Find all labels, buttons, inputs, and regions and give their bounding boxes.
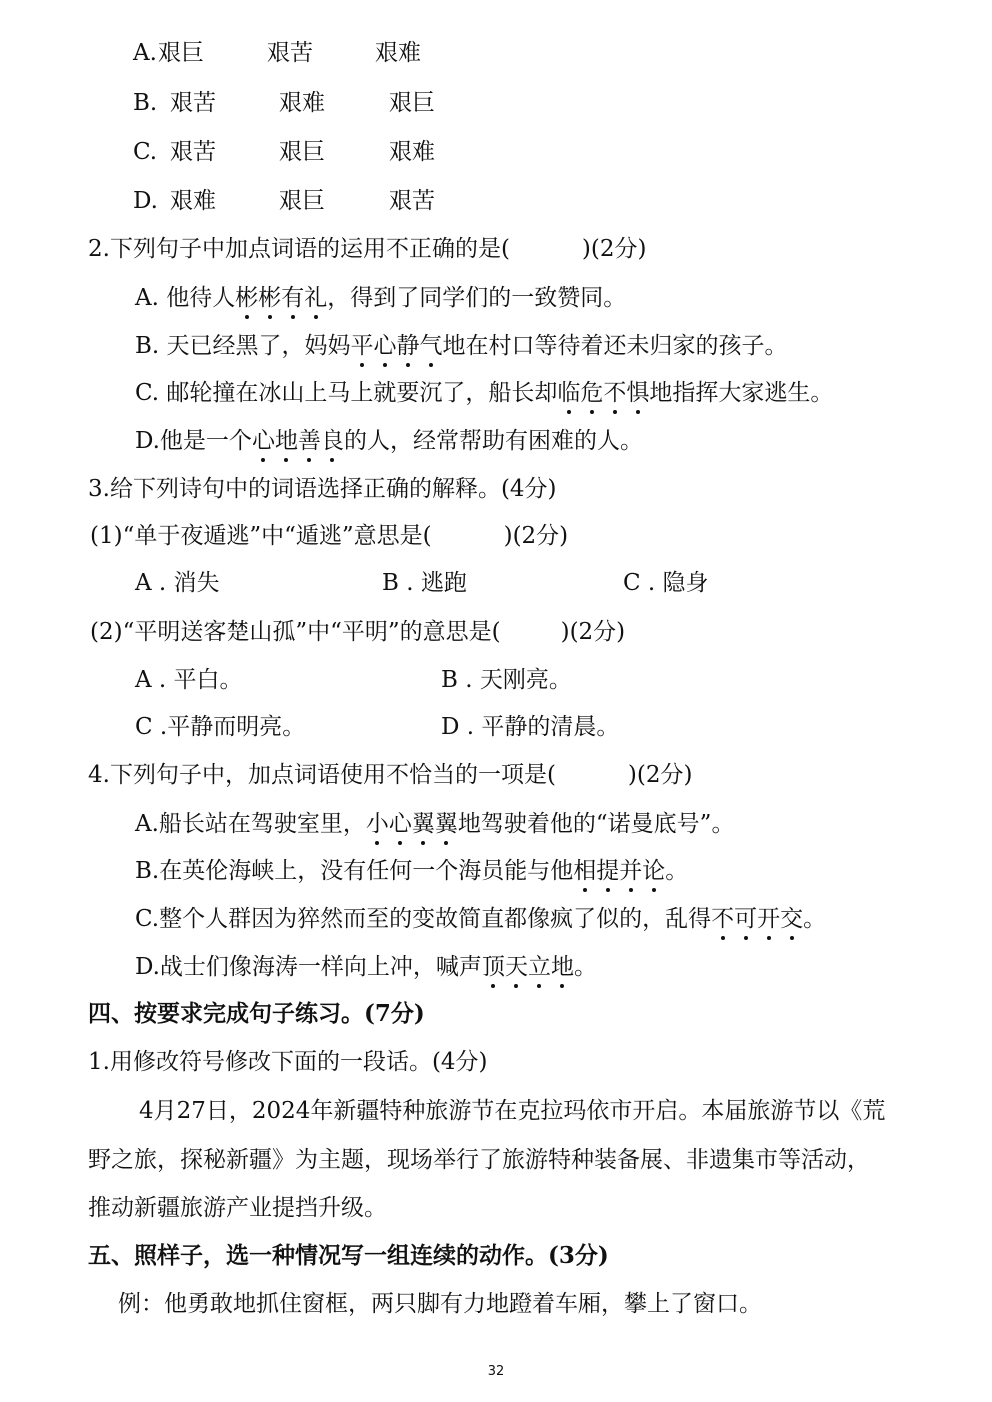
q2-option-b xyxy=(135,331,788,361)
emphasis-char: 静 xyxy=(396,333,420,359)
q3-sub1-option-a: A . 消失 xyxy=(135,570,220,596)
q3-sub1-text: (1)“单于夜遁逃”中“遁逃”意思是( xyxy=(90,523,432,549)
q3-sub2-option-c: C .平静而明亮。 xyxy=(135,714,306,740)
section-5-title: 五、照样子，选一种情况写一组连续的动作。(3分) xyxy=(88,1242,609,1269)
emphasis-char: 并 xyxy=(619,858,643,884)
dotted-word xyxy=(366,811,458,837)
q4-option-b xyxy=(135,856,688,886)
q2-title xyxy=(88,234,646,264)
option-word: 艰难 xyxy=(375,40,421,66)
emphasis-char: 彬 xyxy=(235,285,259,311)
option-word: 艰巨 xyxy=(389,90,435,116)
paragraph-line-3: 推动新疆旅游产业提挡升级。 xyxy=(88,1195,387,1221)
emphasis-char: 有 xyxy=(281,285,305,311)
emphasis-char: 平 xyxy=(350,333,374,359)
q2-score: )(2分) xyxy=(581,236,647,262)
emphasis-char: 彬 xyxy=(258,285,282,311)
option-word: 艰苦 xyxy=(170,139,216,165)
emphasis-char: 提 xyxy=(596,858,620,884)
option-text: B. 天已经黑了，妈妈 xyxy=(135,333,351,359)
option-text: 。 xyxy=(665,858,689,884)
emphasis-char: 顶 xyxy=(481,954,505,980)
option-label: D. xyxy=(133,188,158,214)
option-text: D.他是一个 xyxy=(135,428,252,454)
option-text: B.在英伦海峡上，没有任何一个海员能与他 xyxy=(135,858,574,884)
option-word: 艰苦 xyxy=(170,90,216,116)
option-text: 。 xyxy=(803,906,827,932)
q2-option-a xyxy=(135,283,626,313)
option-text: D.战士们像海涛一样向上冲，喊声 xyxy=(135,954,482,980)
option-text: C. 邮轮撞在冰山上马上就要沉了，船长却 xyxy=(135,380,558,406)
q3-sub2-option-d: D . 平静的清晨。 xyxy=(441,714,620,740)
emphasis-char: 翼 xyxy=(434,811,458,837)
paragraph-line-1: 4月27日，2024年新疆特种旅游节在克拉玛依市开启。本届旅游节以《荒 xyxy=(139,1098,886,1124)
q2-title-text: 2.下列句子中加点词语的运用不正确的是( xyxy=(88,236,510,262)
q4-option-a xyxy=(135,809,734,839)
option-text: 。 xyxy=(573,954,597,980)
emphasis-char: 不 xyxy=(711,906,735,932)
emphasis-char: 危 xyxy=(580,380,604,406)
option-text: A. 他待人 xyxy=(135,285,236,311)
q3-sub2-option-a: A . 平白。 xyxy=(135,667,243,693)
option-word: 艰难 xyxy=(389,139,435,165)
dotted-word xyxy=(252,428,344,454)
section-4-q1-title: 1.用修改符号修改下面的一段话。(4分) xyxy=(88,1049,488,1075)
q4-title xyxy=(88,760,692,790)
emphasis-char: 开 xyxy=(757,906,781,932)
q3-title: 3.给下列诗句中的词语选择正确的解释。(4分) xyxy=(88,476,557,502)
dotted-word xyxy=(711,906,803,932)
option-text: 地指挥大家逃生。 xyxy=(649,380,834,406)
q3-sub1-title xyxy=(90,521,568,551)
option-text: C.整个人群因为猝然而至的变故简直都像疯了似的，乱得 xyxy=(135,906,712,932)
emphasis-char: 惧 xyxy=(626,380,650,406)
option-text: A.船长站在驾驶室里， xyxy=(135,811,366,837)
dotted-word xyxy=(482,954,574,980)
emphasis-char: 相 xyxy=(573,858,597,884)
emphasis-char: 地 xyxy=(274,428,298,454)
option-text: ，得到了同学们的一致赞同。 xyxy=(327,285,627,311)
option-word: 艰巨 xyxy=(279,139,325,165)
option-word: 艰巨 xyxy=(279,188,325,214)
example-sentence: 例：他勇敢地抓住窗框，两只脚有力地蹬着车厢，攀上了窗口。 xyxy=(118,1291,762,1317)
emphasis-char: 论 xyxy=(642,858,666,884)
q3-sub2-option-b: B . 天刚亮。 xyxy=(441,667,572,693)
paragraph-line-2: 野之旅，探秘新疆》为主题，现场举行了旅游特种装备展、非遗集市等活动， xyxy=(88,1147,870,1173)
emphasis-char: 地 xyxy=(550,954,574,980)
option-label: C. xyxy=(133,139,158,165)
emphasis-char: 心 xyxy=(388,811,412,837)
q4-score: )(2分) xyxy=(627,762,693,788)
q4-option-d xyxy=(135,952,597,982)
option-text: 地在村口等待着还未归家的孩子。 xyxy=(442,333,788,359)
dotted-word xyxy=(235,285,327,311)
dotted-word xyxy=(351,333,443,359)
q3-sub2-text: (2)“平明送客楚山孤”中“平明”的意思是( xyxy=(90,619,501,645)
emphasis-char: 善 xyxy=(297,428,321,454)
option-word: 艰难 xyxy=(279,90,325,116)
emphasis-char: 可 xyxy=(734,906,758,932)
option-word: 艰苦 xyxy=(267,40,313,66)
emphasis-char: 礼 xyxy=(304,285,328,311)
emphasis-char: 交 xyxy=(780,906,804,932)
emphasis-char: 翼 xyxy=(411,811,435,837)
option-word: 艰难 xyxy=(170,188,216,214)
q4-option-c xyxy=(135,904,826,934)
emphasis-char: 心 xyxy=(251,428,275,454)
page-number: 32 xyxy=(487,1364,505,1379)
emphasis-char: 临 xyxy=(557,380,581,406)
q3-sub2-score: )(2分) xyxy=(560,619,626,645)
emphasis-char: 立 xyxy=(527,954,551,980)
emphasis-char: 小 xyxy=(365,811,389,837)
emphasis-char: 不 xyxy=(603,380,627,406)
q4-title-text: 4.下列句子中，加点词语使用不恰当的一项是( xyxy=(88,762,556,788)
emphasis-char: 天 xyxy=(504,954,528,980)
emphasis-char: 心 xyxy=(373,333,397,359)
q2-option-c xyxy=(135,378,833,408)
dotted-word xyxy=(557,380,649,406)
emphasis-char: 良 xyxy=(320,428,344,454)
q3-sub1-option-c: C . 隐身 xyxy=(623,570,709,596)
q3-sub2-title xyxy=(90,617,625,647)
section-4-title: 四、按要求完成句子练习。(7分) xyxy=(88,1000,425,1027)
option-word: 艰苦 xyxy=(389,188,435,214)
option-text: 地驾驶着他的“诺曼底号”。 xyxy=(457,811,735,837)
option-label: A. xyxy=(133,40,157,66)
dotted-word xyxy=(573,858,665,884)
q2-option-d xyxy=(135,426,643,456)
q3-sub1-option-b: B . 逃跑 xyxy=(382,570,467,596)
q3-sub1-score: )(2分) xyxy=(503,523,569,549)
option-word: 艰巨 xyxy=(158,40,204,66)
option-text: 的人，经常帮助有困难的人。 xyxy=(343,428,643,454)
option-label: B. xyxy=(133,90,158,116)
emphasis-char: 气 xyxy=(419,333,443,359)
